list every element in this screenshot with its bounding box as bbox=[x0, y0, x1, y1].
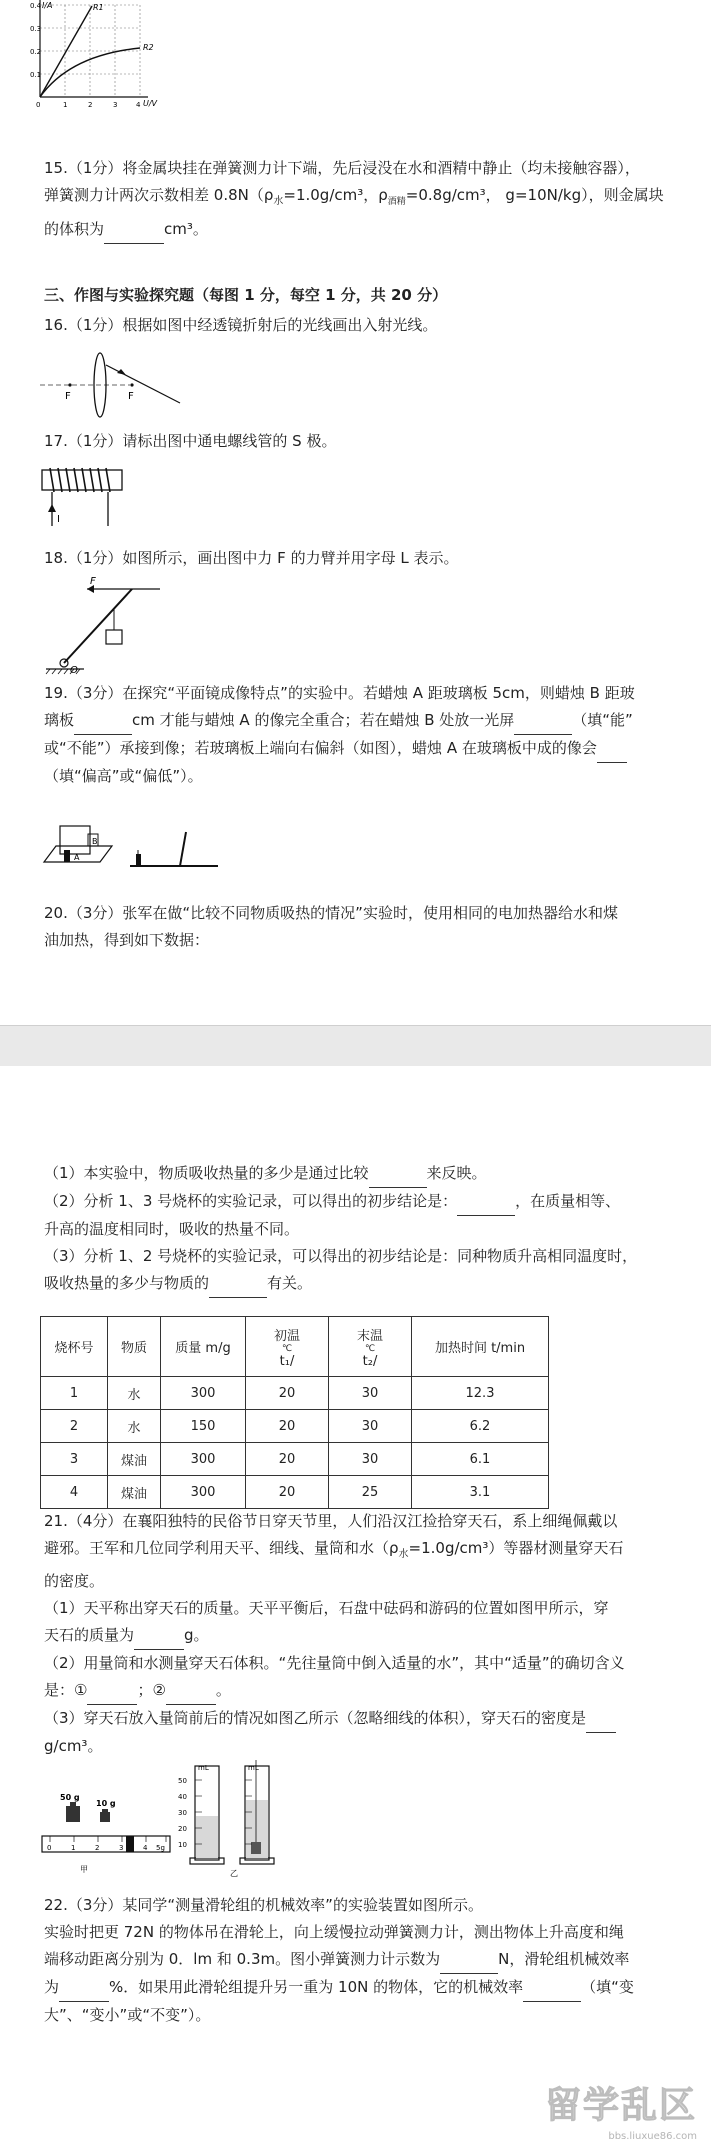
table-cell: 30 bbox=[329, 1377, 412, 1410]
table-cell: 水 bbox=[108, 1377, 161, 1410]
graph-ytick: 0.3 bbox=[30, 25, 42, 33]
figure-yi-label: 乙 bbox=[230, 1869, 238, 1878]
table-cell: 150 bbox=[161, 1410, 246, 1443]
table-row bbox=[41, 1476, 549, 1509]
q21-line3: 的密度。 bbox=[44, 1572, 105, 1590]
q22-block bbox=[44, 1892, 664, 2029]
table-cell: 煤油 bbox=[108, 1476, 161, 1509]
cylinder-tick: 10 bbox=[178, 1841, 187, 1849]
table-cell: 30 bbox=[329, 1443, 412, 1476]
figure-jia-label: 甲 bbox=[80, 1865, 88, 1874]
table-header-cell: 加热时间 t/min bbox=[412, 1317, 549, 1377]
i-u-graph bbox=[30, 0, 170, 110]
table-header-cell: 物质 bbox=[108, 1317, 161, 1377]
table-row bbox=[41, 1410, 549, 1443]
table-header-cell: 初温 ℃ t₁/ bbox=[246, 1317, 329, 1377]
table-cell: 水 bbox=[108, 1410, 161, 1443]
page-separator bbox=[0, 1025, 711, 1067]
q20-blank-3[interactable] bbox=[209, 1270, 267, 1298]
q21-sub2-cont: 是：① ；② 。 bbox=[44, 1677, 664, 1705]
q21-sub1: （1）天平称出穿天石的质量。天平平衡后，石盘中砝码和游码的位置如图甲所示，穿 bbox=[44, 1599, 609, 1617]
cylinder-tick: 40 bbox=[178, 1793, 187, 1801]
q20-subquestions bbox=[44, 1160, 664, 1298]
q20-line2: 油加热，得到如下数据： bbox=[44, 931, 210, 949]
q20-sub2: （2）分析 1、3 号烧杯的实验记录，可以得出的初步结论是： ，在质量相等、 bbox=[44, 1188, 664, 1216]
current-label: I bbox=[57, 514, 60, 525]
table-row bbox=[41, 1377, 549, 1410]
scale-tick: 4 bbox=[143, 1844, 148, 1852]
q21-line1: 21.（4分）在襄阳独特的民俗节日穿天节里，人们沿汉江捡拾穿天石，系上细绳佩戴以 bbox=[44, 1512, 618, 1530]
cylinder-tick: 30 bbox=[178, 1809, 187, 1817]
q20-line1: 20.（3分）张军在做“比较不同物质吸热的情况”实验时，使用相同的电加热器给水和煤 bbox=[44, 904, 618, 922]
cylinder-tick: 20 bbox=[178, 1825, 187, 1833]
q21-blank-2[interactable] bbox=[87, 1677, 137, 1705]
q21-blank-4[interactable] bbox=[586, 1705, 616, 1733]
force-label: F bbox=[90, 576, 96, 587]
q21-sub3-cont: g/cm³。 bbox=[44, 1737, 103, 1755]
q15-line3: 的体积为 cm³。 bbox=[44, 216, 664, 244]
q20-sub1: （1）本实验中，物质吸收热量的多少是通过比较 来反映。 bbox=[44, 1160, 664, 1188]
table-cell: 20 bbox=[246, 1377, 329, 1410]
q22-blank-2[interactable] bbox=[59, 1974, 109, 2002]
table-cell: 25 bbox=[329, 1476, 412, 1509]
q19-block bbox=[44, 680, 664, 790]
table-cell: 煤油 bbox=[108, 1443, 161, 1476]
table-cell: 6.1 bbox=[412, 1443, 549, 1476]
graph-r2-label: R2 bbox=[143, 43, 154, 52]
table-cell: 3 bbox=[41, 1443, 108, 1476]
q22-line3: 端移动距离分别为 0．lm 和 0.3m。图小弹簧测力计示数为 N，滑轮组机械效率 bbox=[44, 1946, 664, 1974]
q21-sub3: （3）穿天石放入量筒前后的情况如图乙所示（忽略细线的体积），穿天石的密度是 bbox=[44, 1705, 664, 1733]
watermark-logo: 留学乱区 bbox=[544, 2085, 697, 2126]
q20-block bbox=[44, 900, 664, 954]
table-cell: 12.3 bbox=[412, 1377, 549, 1410]
q21-line2: 避邪。王军和几位同学利用天平、细线、量筒和水$(\rho_水=1.0g/cm^3)$等器材测量穿天石 bbox=[44, 1539, 624, 1560]
cylinder-unit-label: mL bbox=[248, 1764, 259, 1772]
table-cell: 30 bbox=[329, 1410, 412, 1443]
scale-tick: 5g bbox=[156, 1844, 165, 1852]
mirror-experiment-diagram bbox=[40, 820, 220, 870]
graph-xlabel: U/V bbox=[143, 99, 158, 108]
scale-tick: 0 bbox=[47, 1844, 52, 1852]
pivot-label: O bbox=[70, 665, 78, 676]
table-row bbox=[41, 1443, 549, 1476]
scale-tick: 2 bbox=[95, 1844, 100, 1852]
q18-text: 18.（1分）如图所示，画出图中力 F 的力臂并用字母 L 表示。 bbox=[44, 549, 459, 567]
q19-blank-2[interactable] bbox=[514, 707, 572, 735]
weight-10g-label: 10 g bbox=[96, 1799, 116, 1808]
q22-line1: 22.（3分）某同学“测量滑轮组的机械效率”的实验装置如图所示。 bbox=[44, 1896, 483, 1914]
exam-page-1 bbox=[0, 0, 711, 1025]
table-cell: 20 bbox=[246, 1443, 329, 1476]
table-cell: 2 bbox=[41, 1410, 108, 1443]
table-cell: 20 bbox=[246, 1476, 329, 1509]
table-cell: 6.2 bbox=[412, 1410, 549, 1443]
exam-page-2 bbox=[0, 1066, 711, 2150]
q19-line2: 璃板 cm 才能与蜡烛 A 的像完全重合；若在蜡烛 B 处放一光屏 （填“能” bbox=[44, 707, 664, 735]
q17-text: 17.（1分）请标出图中通电螺线管的 S 极。 bbox=[44, 432, 337, 450]
table-header-cell: 末温 ℃ t₂/ bbox=[329, 1317, 412, 1377]
cylinder-unit-label: mL bbox=[198, 1764, 209, 1772]
graph-ylabel: I/A bbox=[42, 1, 53, 10]
graph-xtick: 4 bbox=[136, 101, 141, 109]
q22-line4: 为 %．如果用此滑轮组提升另一重为 10N 的物体，它的机械效率 （填“变 bbox=[44, 1974, 664, 2002]
q22-blank-3[interactable] bbox=[523, 1974, 581, 2002]
graph-xtick: 3 bbox=[113, 101, 118, 109]
q19-line3: 或“不能”）承接到像；若玻璃板上端向右偏斜（如图），蜡烛 A 在玻璃板中成的像会 bbox=[44, 735, 664, 763]
q22-line2: 实验时把更 72N 的物体吊在滑轮上，向上缓慢拉动弹簧测力计，测出物体上升高度和绳 bbox=[44, 1923, 624, 1941]
focal-point-left-label: F bbox=[65, 391, 71, 402]
q21-blank-1[interactable] bbox=[134, 1622, 184, 1650]
q19-line4: （填“偏高”或“偏低”）。 bbox=[44, 767, 203, 785]
q20-sub3: （3）分析 1、2 号烧杯的实验记录，可以得出的初步结论是：同种物质升高相同温度时， bbox=[44, 1247, 638, 1265]
heating-data-table bbox=[40, 1316, 549, 1509]
q20-blank-2[interactable] bbox=[457, 1188, 515, 1216]
balance-and-cylinder-figure bbox=[40, 1756, 330, 1881]
graph-ytick: 0.4 bbox=[30, 2, 42, 10]
q21-blank-3[interactable] bbox=[166, 1677, 216, 1705]
graph-xtick: 1 bbox=[63, 101, 68, 109]
cylinder-tick: 50 bbox=[178, 1777, 187, 1785]
scale-tick: 3 bbox=[119, 1844, 124, 1852]
q15-line2: 弹簧测力计两次示数相差 $0.8N(\rho_水=1.0g$/cm³，$\rho_{酒精}=0.8g$/cm³， g=10N/kg），则金属块 bbox=[44, 186, 664, 207]
candle-a-label: A bbox=[74, 853, 80, 862]
graph-ytick: 0.1 bbox=[30, 71, 42, 79]
q15-answer-blank[interactable] bbox=[104, 216, 164, 244]
table-header-row bbox=[41, 1317, 549, 1377]
q22-blank-1[interactable] bbox=[440, 1946, 498, 1974]
q19-blank-3[interactable] bbox=[597, 735, 627, 763]
table-cell: 20 bbox=[246, 1410, 329, 1443]
q22-line5: 大”、“变小”或“不变”）。 bbox=[44, 2006, 211, 2024]
q20-sub2-cont: 升高的温度相同时，吸收的热量不同。 bbox=[44, 1220, 300, 1238]
table-header-cell: 烧杯号 bbox=[41, 1317, 108, 1377]
table-cell: 1 bbox=[41, 1377, 108, 1410]
graph-ytick: 0.2 bbox=[30, 48, 42, 56]
q21-block bbox=[44, 1508, 664, 1760]
weight-50g-label: 50 g bbox=[60, 1793, 80, 1802]
table-cell: 300 bbox=[161, 1377, 246, 1410]
table-cell: 300 bbox=[161, 1476, 246, 1509]
watermark-url: bbs.liuxue86.com bbox=[608, 2131, 697, 2142]
table-cell: 300 bbox=[161, 1443, 246, 1476]
table-header-cell: 质量 m/g bbox=[161, 1317, 246, 1377]
q20-blank-1[interactable] bbox=[369, 1160, 427, 1188]
section-3-heading: 三、作图与实验探究题（每图 1 分，每空 1 分，共 20 分） bbox=[44, 286, 448, 304]
graph-xtick: 0 bbox=[36, 101, 41, 109]
focal-point-right-label: F bbox=[128, 391, 134, 402]
table-cell: 3.1 bbox=[412, 1476, 549, 1509]
q19-line1: 19.（3分）在探究“平面镜成像特点”的实验中。若蜡烛 A 距玻璃板 5cm，则蜡烛 B 距玻 bbox=[44, 684, 635, 702]
q20-sub3-cont: 吸收热量的多少与物质的 有关。 bbox=[44, 1270, 664, 1298]
solenoid-diagram bbox=[40, 466, 140, 528]
lens-diagram bbox=[40, 345, 180, 415]
candle-b-label: B bbox=[92, 837, 98, 846]
q21-sub1-cont: 天石的质量为 g。 bbox=[44, 1622, 664, 1650]
lever-diagram bbox=[42, 575, 162, 675]
table-cell: 4 bbox=[41, 1476, 108, 1509]
graph-r1-label: R1 bbox=[93, 3, 104, 12]
q16-text: 16.（1分）根据如图中经透镜折射后的光线画出入射光线。 bbox=[44, 316, 438, 334]
q15-line1: 15.（1分）将金属块挂在弹簧测力计下端，先后浸没在水和酒精中静止（均未接触容器）， bbox=[44, 159, 640, 177]
q21-sub2: （2）用量筒和水测量穿天石体积。“先往量筒中倒入适量的水”，其中“适量”的确切含义 bbox=[44, 1654, 625, 1672]
q15-block bbox=[44, 155, 664, 244]
scale-tick: 1 bbox=[71, 1844, 76, 1852]
q19-blank-1[interactable] bbox=[74, 707, 132, 735]
graph-xtick: 2 bbox=[88, 101, 93, 109]
